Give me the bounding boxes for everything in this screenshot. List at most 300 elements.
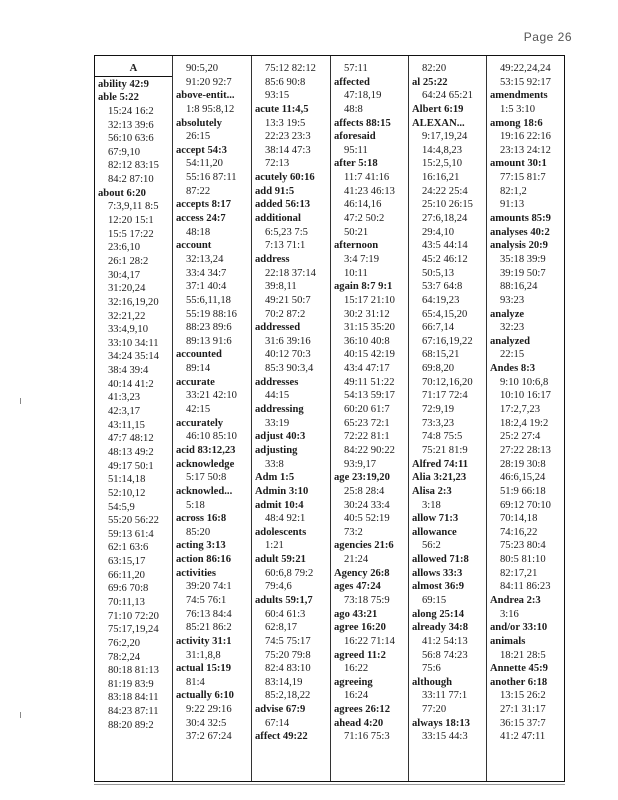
index-reference: 28:19 30:8 bbox=[500, 458, 546, 470]
index-term: Annette 45:9 bbox=[490, 663, 548, 675]
index-reference: 71:17 72:4 bbox=[422, 390, 468, 402]
index-reference: 30:2 31:12 bbox=[344, 308, 390, 320]
index-reference: 46:6,15,24 bbox=[500, 472, 546, 484]
index-reference: 85:6 90:8 bbox=[265, 76, 306, 88]
index-reference: 25:10 26:15 bbox=[422, 199, 473, 211]
index-reference: 31:15 35:20 bbox=[344, 322, 395, 334]
index-term: analyze bbox=[490, 308, 525, 320]
index-reference: 85:2,18,22 bbox=[265, 690, 311, 702]
index-reference: 91:20 92:7 bbox=[186, 76, 232, 88]
index-reference: 41:3,23 bbox=[108, 392, 141, 404]
index-term: affects 88:15 bbox=[334, 117, 391, 129]
index-reference: 34:24 35:14 bbox=[108, 351, 159, 363]
index-reference: 76:13 84:4 bbox=[186, 608, 232, 620]
index-reference: 72:9,19 bbox=[422, 404, 455, 416]
index-reference: 48:8 bbox=[344, 103, 363, 115]
index-reference: 19:16 22:16 bbox=[500, 131, 551, 143]
index-reference: 75:12 82:12 bbox=[265, 63, 316, 74]
index-reference: 3:4 7:19 bbox=[344, 253, 380, 265]
index-reference: 40:12 70:3 bbox=[265, 349, 311, 361]
index-reference: 55:16 87:11 bbox=[186, 172, 237, 184]
index-reference: 55:6,11,18 bbox=[186, 294, 231, 306]
index-term: addressing bbox=[255, 404, 304, 416]
index-reference: 32:13 39:6 bbox=[108, 119, 154, 131]
index-reference: 63:15,17 bbox=[108, 556, 146, 568]
index-term: already 34:8 bbox=[412, 622, 469, 634]
index-reference: 85:21 86:2 bbox=[186, 622, 232, 634]
index-term: acute 11:4,5 bbox=[255, 103, 309, 115]
index-term: ALEXAN... bbox=[412, 117, 465, 129]
index-reference: 69:8,20 bbox=[422, 363, 455, 375]
index-reference: 77:20 bbox=[422, 704, 447, 716]
index-reference: 45:2 46:12 bbox=[422, 253, 468, 265]
index-reference: 26:1 28:2 bbox=[108, 255, 149, 267]
index-reference: 74:5 75:17 bbox=[265, 635, 311, 647]
index-reference: 40:5 52:19 bbox=[344, 513, 390, 525]
index-reference: 36:10 40:8 bbox=[344, 335, 390, 347]
index-reference: 51:14,18 bbox=[108, 474, 146, 486]
index-reference: 67:9,10 bbox=[108, 146, 141, 158]
index-term: agencies 21:6 bbox=[334, 540, 394, 552]
margin-mark bbox=[20, 398, 25, 404]
index-reference: 75:20 79:8 bbox=[265, 649, 311, 661]
index-term: Albert 6:19 bbox=[412, 103, 464, 115]
index-term: agreeing bbox=[334, 676, 373, 688]
index-reference: 50:5,13 bbox=[422, 267, 455, 279]
index-term: about 6:20 bbox=[98, 187, 146, 199]
index-reference: 9:17,19,24 bbox=[422, 131, 468, 143]
index-reference: 9:10 10:6,8 bbox=[500, 376, 549, 388]
index-reference: 10:11 bbox=[344, 267, 368, 279]
index-reference: 93:15 bbox=[265, 90, 290, 102]
index-term: advise 67:9 bbox=[255, 704, 306, 716]
index-term: adult 59:21 bbox=[255, 554, 306, 566]
index-term: add 91:5 bbox=[255, 185, 295, 197]
index-reference: 16:16,21 bbox=[422, 172, 460, 184]
index-reference: 35:18 39:9 bbox=[500, 253, 546, 265]
index-reference: 22:15 bbox=[500, 349, 525, 361]
index-term: account bbox=[176, 240, 212, 252]
index-term: affect 49:22 bbox=[255, 731, 308, 743]
index-reference: 69:6 70:8 bbox=[108, 583, 149, 595]
index-term: Alia 3:21,23 bbox=[412, 472, 467, 484]
index-reference: 41:23 46:13 bbox=[344, 185, 395, 197]
index-reference: 30:4,17 bbox=[108, 269, 141, 281]
index-reference: 1:5 3:10 bbox=[500, 103, 536, 115]
index-reference: 73:18 75:9 bbox=[344, 594, 390, 606]
index-reference: 36:15 37:7 bbox=[500, 717, 546, 729]
index-reference: 10:10 16:17 bbox=[500, 390, 551, 402]
index-reference: 38:4 39:4 bbox=[108, 365, 149, 377]
index-term: accounted bbox=[176, 349, 222, 361]
index-reference: 91:13 bbox=[500, 199, 525, 211]
index-reference: 65:23 72:1 bbox=[344, 417, 390, 429]
index-column-6 bbox=[487, 56, 566, 781]
index-reference: 43:5 44:14 bbox=[422, 240, 468, 252]
index-reference: 73:2 bbox=[344, 526, 363, 538]
index-term: above-entit... bbox=[176, 90, 235, 102]
index-reference: 51:9 66:18 bbox=[500, 485, 546, 497]
index-term: aforesaid bbox=[334, 131, 376, 143]
index-term: additional bbox=[255, 213, 301, 225]
index-reference: 27:1 31:17 bbox=[500, 704, 546, 716]
index-term: accurately bbox=[176, 417, 224, 429]
index-reference: 74:8 75:5 bbox=[422, 431, 463, 443]
index-term: adults 59:1,7 bbox=[255, 594, 313, 606]
index-term: al 25:22 bbox=[412, 76, 448, 88]
index-reference: 59:13 61:4 bbox=[108, 528, 154, 540]
index-reference: 42:15 bbox=[186, 404, 211, 416]
index-reference: 55:19 88:16 bbox=[186, 308, 237, 320]
index-term: amendments bbox=[490, 90, 548, 102]
index-reference: 24:22 25:4 bbox=[422, 185, 468, 197]
index-reference: 47:2 50:2 bbox=[344, 213, 385, 225]
index-reference: 18:21 28:5 bbox=[500, 649, 546, 661]
index-column-3 bbox=[252, 56, 331, 781]
index-reference: 21:24 bbox=[344, 554, 369, 566]
index-reference: 5:18 bbox=[186, 499, 205, 511]
index-term: acid 83:12,23 bbox=[176, 444, 236, 456]
index-reference: 89:13 91:6 bbox=[186, 335, 232, 347]
index-reference: 67:16,19,22 bbox=[422, 335, 473, 347]
index-reference: 56:8 74:23 bbox=[422, 649, 468, 661]
index-term: after 5:18 bbox=[334, 158, 378, 170]
index-term: Agency 26:8 bbox=[334, 567, 390, 579]
index-term: Alfred 74:11 bbox=[412, 458, 469, 470]
index-term: action 86:16 bbox=[176, 554, 232, 566]
index-reference: 84:22 90:22 bbox=[344, 444, 395, 456]
index-reference: 33:4 34:7 bbox=[186, 267, 227, 279]
index-reference: 85:20 bbox=[186, 526, 211, 538]
index-term: ages 47:24 bbox=[334, 581, 381, 593]
index-reference: 76:2,20 bbox=[108, 637, 141, 649]
index-term: Alisa 2:3 bbox=[412, 485, 452, 497]
index-reference: 33:11 77:1 bbox=[422, 690, 468, 702]
index-term: among 18:6 bbox=[490, 117, 543, 129]
index-term: ago 43:21 bbox=[334, 608, 378, 620]
index-reference: 32:16,19,20 bbox=[108, 296, 159, 308]
index-reference: 31:6 39:16 bbox=[265, 335, 311, 347]
index-reference: 65:4,15,20 bbox=[422, 308, 468, 320]
index-reference: 47:18,19 bbox=[344, 90, 382, 102]
index-reference: 43:4 47:17 bbox=[344, 363, 390, 375]
index-reference: 84:23 87:11 bbox=[108, 706, 159, 718]
index-term: another 6:18 bbox=[490, 676, 548, 688]
index-reference: 49:22,24,24 bbox=[500, 63, 551, 74]
index-reference: 79:4,6 bbox=[265, 581, 292, 593]
index-reference: 47:7 48:12 bbox=[108, 433, 154, 445]
index-reference: 71:10 72:20 bbox=[108, 610, 159, 622]
index-reference: 80:18 81:13 bbox=[108, 665, 159, 677]
index-term: along 25:14 bbox=[412, 608, 465, 620]
index-reference: 70:2 87:2 bbox=[265, 308, 306, 320]
index-reference: 90:5,20 bbox=[186, 63, 219, 74]
index-reference: 11:7 41:16 bbox=[344, 172, 390, 184]
index-term: agreed 11:2 bbox=[334, 649, 386, 661]
index-reference: 46:14,16 bbox=[344, 199, 382, 211]
index-reference: 81:19 83:9 bbox=[108, 678, 154, 690]
index-term: affected bbox=[334, 76, 370, 88]
index-reference: 85:3 90:3,4 bbox=[265, 363, 314, 375]
index-term: Adm 1:5 bbox=[255, 472, 295, 484]
index-reference: 72:13 bbox=[265, 158, 290, 170]
index-reference: 70:12,16,20 bbox=[422, 376, 473, 388]
index-reference: 1:8 95:8,12 bbox=[186, 103, 235, 115]
index-term: and/or 33:10 bbox=[490, 622, 548, 634]
index-term: allow 71:3 bbox=[412, 513, 459, 525]
index-reference: 15:5 17:22 bbox=[108, 228, 154, 240]
index-term: analyzed bbox=[490, 335, 531, 347]
margin-mark bbox=[20, 712, 25, 718]
index-reference: 81:4 bbox=[186, 676, 205, 688]
index-reference: 48:18 bbox=[186, 226, 211, 238]
index-term: adjusting bbox=[255, 444, 298, 456]
index-reference: 25:2 27:4 bbox=[500, 431, 541, 443]
index-term: Andes 8:3 bbox=[490, 363, 536, 375]
index-reference: 69:15 bbox=[422, 594, 447, 606]
index-reference: 40:15 42:19 bbox=[344, 349, 395, 361]
index-reference: 54:13 59:17 bbox=[344, 390, 395, 402]
index-reference: 60:4 61:3 bbox=[265, 608, 306, 620]
index-reference: 33:21 42:10 bbox=[186, 390, 237, 402]
index-reference: 5:17 50:8 bbox=[186, 472, 227, 484]
index-reference: 33:4,9,10 bbox=[108, 324, 149, 336]
index-reference: 66:7,14 bbox=[422, 322, 455, 334]
index-term: adjust 40:3 bbox=[255, 431, 306, 443]
index-reference: 75:17,19,24 bbox=[108, 624, 159, 636]
section-letter: A bbox=[95, 62, 172, 77]
index-reference: 40:14 41:2 bbox=[108, 378, 154, 390]
index-reference: 49:11 51:22 bbox=[344, 376, 395, 388]
index-term: absolutely bbox=[176, 117, 222, 129]
index-reference: 62:8,17 bbox=[265, 622, 298, 634]
index-term: afternoon bbox=[334, 240, 379, 252]
index-term: Andrea 2:3 bbox=[490, 594, 541, 606]
index-term: address bbox=[255, 253, 290, 265]
index-reference: 89:14 bbox=[186, 363, 211, 375]
index-reference: 33:19 bbox=[265, 417, 290, 429]
index-reference: 95:11 bbox=[344, 144, 368, 156]
index-reference: 37:1 40:4 bbox=[186, 281, 227, 293]
index-reference: 39:20 74:1 bbox=[186, 581, 232, 593]
index-reference: 70:11,13 bbox=[108, 596, 145, 608]
index-term: although bbox=[412, 676, 453, 688]
index-reference: 77:15 81:7 bbox=[500, 172, 546, 184]
index-reference: 84:2 87:10 bbox=[108, 174, 154, 186]
index-reference: 33:15 44:3 bbox=[422, 731, 468, 743]
index-reference: 27:6,18,24 bbox=[422, 213, 468, 225]
index-term: acknowledge bbox=[176, 458, 235, 470]
index-term: able 5:22 bbox=[98, 92, 139, 104]
index-reference: 13:15 26:2 bbox=[500, 690, 546, 702]
index-reference: 38:14 47:3 bbox=[265, 144, 311, 156]
index-reference: 49:21 50:7 bbox=[265, 294, 311, 306]
index-reference: 78:2,24 bbox=[108, 651, 141, 663]
index-reference: 7:3,9,11 8:5 bbox=[108, 201, 159, 213]
index-reference: 80:5 81:10 bbox=[500, 554, 546, 566]
index-reference: 93:9,17 bbox=[344, 458, 377, 470]
index-reference: 3:18 bbox=[422, 499, 441, 511]
index-term: addressed bbox=[255, 322, 301, 334]
index-term: addresses bbox=[255, 376, 299, 388]
index-reference: 64:19,23 bbox=[422, 294, 460, 306]
index-reference: 32:21,22 bbox=[108, 310, 146, 322]
index-reference: 57:11 bbox=[344, 63, 368, 74]
index-term: analyses 40:2 bbox=[490, 226, 550, 238]
index-reference: 25:8 28:4 bbox=[344, 485, 385, 497]
index-reference: 16:24 bbox=[344, 690, 369, 702]
index-reference: 50:21 bbox=[344, 226, 369, 238]
index-reference: 54:11,20 bbox=[186, 158, 223, 170]
index-term: amount 30:1 bbox=[490, 158, 547, 170]
index-term: age 23:19,20 bbox=[334, 472, 390, 484]
index-reference: 18:2,4 19:2 bbox=[500, 417, 549, 429]
index-reference: 49:17 50:1 bbox=[108, 460, 154, 472]
index-term: admit 10:4 bbox=[255, 499, 304, 511]
index-reference: 75:23 80:4 bbox=[500, 540, 546, 552]
index-reference: 41:2 54:13 bbox=[422, 635, 468, 647]
index-reference: 26:15 bbox=[186, 131, 211, 143]
index-reference: 74:16,22 bbox=[500, 526, 538, 538]
index-term: acknowled... bbox=[176, 485, 233, 497]
index-reference: 72:22 81:1 bbox=[344, 431, 390, 443]
index-term: access 24:7 bbox=[176, 213, 226, 225]
index-term: animals bbox=[490, 635, 526, 647]
index-reference: 41:2 47:11 bbox=[500, 731, 546, 743]
index-reference: 88:16,24 bbox=[500, 281, 538, 293]
index-reference: 60:6,8 79:2 bbox=[265, 567, 314, 579]
index-term: allowed 71:8 bbox=[412, 554, 469, 566]
index-reference: 82:4 83:10 bbox=[265, 663, 311, 675]
index-reference: 88:23 89:6 bbox=[186, 322, 232, 334]
index-reference: 12:20 15:1 bbox=[108, 215, 154, 227]
index-reference: 16:22 bbox=[344, 663, 369, 675]
index-reference: 29:4,10 bbox=[422, 226, 455, 238]
index-reference: 48:13 49:2 bbox=[108, 446, 154, 458]
index-term: Admin 3:10 bbox=[255, 485, 309, 497]
index-column-2 bbox=[173, 56, 252, 781]
index-reference: 23:13 24:12 bbox=[500, 144, 551, 156]
index-reference: 14:4,8,23 bbox=[422, 144, 463, 156]
index-term: ahead 4:20 bbox=[334, 717, 384, 729]
index-reference: 6:5,23 7:5 bbox=[265, 226, 308, 238]
index-column-1 bbox=[95, 56, 173, 781]
index-column-5 bbox=[409, 56, 487, 781]
index-term: accepts 8:17 bbox=[176, 199, 232, 211]
index-term: amounts 85:9 bbox=[490, 213, 551, 225]
index-reference: 15:24 16:2 bbox=[108, 105, 154, 117]
index-reference: 54:5,9 bbox=[108, 501, 135, 513]
index-reference: 56:2 bbox=[422, 540, 441, 552]
index-reference: 33:8 bbox=[265, 458, 284, 470]
index-term: accurate bbox=[176, 376, 215, 388]
index-reference: 46:10 85:10 bbox=[186, 431, 237, 443]
index-term: across 16:8 bbox=[176, 513, 227, 525]
index-reference: 30:4 32:5 bbox=[186, 717, 227, 729]
index-reference: 3:16 bbox=[500, 608, 519, 620]
index-reference: 82:17,21 bbox=[500, 567, 538, 579]
index-reference: 67:14 bbox=[265, 717, 290, 729]
index-reference: 37:2 67:24 bbox=[186, 731, 232, 743]
index-reference: 87:22 bbox=[186, 185, 211, 197]
index-reference: 75:21 81:9 bbox=[422, 444, 468, 456]
index-reference: 83:14,19 bbox=[265, 676, 303, 688]
index-reference: 44:15 bbox=[265, 390, 290, 402]
index-reference: 7:13 71:1 bbox=[265, 240, 306, 252]
index-reference: 75:6 bbox=[422, 663, 441, 675]
index-reference: 71:16 75:3 bbox=[344, 731, 390, 743]
index-reference: 22:18 37:14 bbox=[265, 267, 316, 279]
index-term: accept 54:3 bbox=[176, 144, 227, 156]
index-reference: 31:20,24 bbox=[108, 283, 146, 295]
index-term: almost 36:9 bbox=[412, 581, 465, 593]
index-term: always 18:13 bbox=[412, 717, 470, 729]
index-term: again 8:7 9:1 bbox=[334, 281, 393, 293]
index-term: agrees 26:12 bbox=[334, 704, 390, 716]
index-reference: 30:24 33:4 bbox=[344, 499, 390, 511]
index-term: analysis 20:9 bbox=[490, 240, 548, 252]
index-reference: 32:23 bbox=[500, 322, 525, 334]
index-reference: 42:3,17 bbox=[108, 406, 141, 418]
page-number: Page 26 bbox=[523, 30, 572, 44]
index-term: ability 42:9 bbox=[98, 78, 149, 90]
index-reference: 53:7 64:8 bbox=[422, 281, 463, 293]
index-reference: 9:22 29:16 bbox=[186, 704, 232, 716]
index-reference: 66:11,20 bbox=[108, 569, 145, 581]
index-reference: 22:23 23:3 bbox=[265, 131, 311, 143]
bottom-rule bbox=[94, 784, 565, 785]
index-reference: 62:1 63:6 bbox=[108, 542, 149, 554]
index-term: actual 15:19 bbox=[176, 663, 232, 675]
index-term: agree 16:20 bbox=[334, 622, 386, 634]
index-reference: 70:14,18 bbox=[500, 513, 538, 525]
index-reference: 82:20 bbox=[422, 63, 447, 74]
index-reference: 16:22 71:14 bbox=[344, 635, 395, 647]
index-reference: 69:12 70:10 bbox=[500, 499, 551, 511]
index-table bbox=[94, 55, 565, 782]
index-reference: 13:3 19:5 bbox=[265, 117, 306, 129]
index-reference: 33:10 34:11 bbox=[108, 337, 159, 349]
index-reference: 56:10 63:6 bbox=[108, 133, 154, 145]
index-reference: 55:20 56:22 bbox=[108, 515, 159, 527]
index-term: allows 33:3 bbox=[412, 567, 463, 579]
index-reference: 15:2,5,10 bbox=[422, 158, 463, 170]
index-reference: 23:6,10 bbox=[108, 242, 141, 254]
index-reference: 82:12 83:15 bbox=[108, 160, 159, 172]
index-reference: 48:4 92:1 bbox=[265, 513, 306, 525]
index-term: acting 3:13 bbox=[176, 540, 226, 552]
index-reference: 1:21 bbox=[265, 540, 284, 552]
index-reference: 60:20 61:7 bbox=[344, 404, 390, 416]
index-reference: 88:20 89:2 bbox=[108, 719, 154, 731]
index-term: allowance bbox=[412, 526, 457, 538]
index-column-4 bbox=[331, 56, 409, 781]
index-term: activity 31:1 bbox=[176, 635, 232, 647]
index-reference: 83:18 84:11 bbox=[108, 692, 159, 704]
index-reference: 74:5 76:1 bbox=[186, 594, 227, 606]
index-reference: 39:8,11 bbox=[265, 281, 297, 293]
index-reference: 73:3,23 bbox=[422, 417, 455, 429]
index-reference: 82:1,2 bbox=[500, 185, 527, 197]
index-reference: 15:17 21:10 bbox=[344, 294, 395, 306]
index-term: actually 6:10 bbox=[176, 690, 234, 702]
index-reference: 17:2,7,23 bbox=[500, 404, 541, 416]
index-reference: 64:24 65:21 bbox=[422, 90, 473, 102]
index-reference: 43:11,15 bbox=[108, 419, 145, 431]
index-reference: 53:15 92:17 bbox=[500, 76, 551, 88]
index-reference: 32:13,24 bbox=[186, 253, 224, 265]
index-reference: 68:15,21 bbox=[422, 349, 460, 361]
